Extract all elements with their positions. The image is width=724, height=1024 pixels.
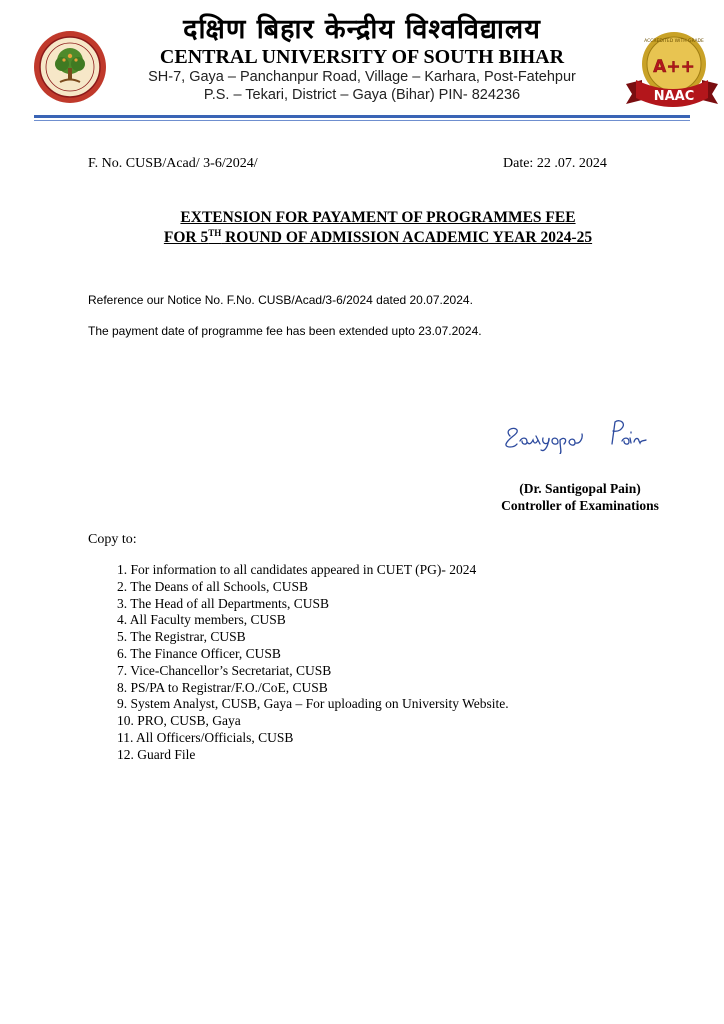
header-rule-thin <box>34 120 690 121</box>
notice-date: Date: 22 .07. 2024 <box>503 156 607 171</box>
subject-line-2-suffix: ROUND OF ADMISSION ACADEMIC YEAR 2024-25 <box>221 229 593 246</box>
address-line-1: SH-7, Gaya – Panchanpur Road, Village – Karhara, Post-Fatehpur <box>148 69 576 85</box>
copy-to-item: 2. The Deans of all Schools, CUSB <box>117 578 308 594</box>
signature <box>500 414 655 454</box>
copy-to-item: 8. PS/PA to Registrar/F.O./CoE, CUSB <box>117 679 328 695</box>
subject-line-1: EXTENSION FOR PAYAMENT OF PROGRAMMES FEE <box>180 209 576 226</box>
subject-superscript: TH <box>208 228 222 238</box>
university-seal-logo <box>33 30 107 104</box>
signatory-designation: Controller of Examinations <box>501 498 659 513</box>
file-number: F. No. CUSB/Acad/ 3-6/2024/ <box>88 156 258 171</box>
header-rule <box>34 115 690 118</box>
address-line-2: P.S. – Tekari, District – Gaya (Bihar) PIN- 824236 <box>203 87 521 103</box>
copy-to-item: 6. The Finance Officer, CUSB <box>117 645 281 661</box>
university-name-hindi: दक्षिण बिहार केन्द्रीय विश्वविद्यालय <box>183 14 541 45</box>
copy-to-item: 5. The Registrar, CUSB <box>117 629 246 645</box>
naac-label-text: NAAC <box>653 89 695 104</box>
copy-to-list <box>117 562 509 764</box>
copy-to-item: 1. For information to all candidates appeared in CUET (PG)- 2024 <box>117 562 477 577</box>
naac-grade-text: A++ <box>653 57 695 77</box>
copy-to-heading: Copy to: <box>88 532 137 547</box>
subject-line-2-prefix: FOR 5 <box>163 229 209 246</box>
copy-to-item: 12. Guard File <box>117 746 196 762</box>
copy-to-item: 10. PRO, CUSB, Gaya <box>117 713 241 729</box>
signatory-name: (Dr. Santigopal Pain) <box>519 481 641 496</box>
copy-to-item: 11. All Officers/Officials, CUSB <box>117 729 294 745</box>
copy-to-item: 3. The Head of all Departments, CUSB <box>117 595 329 611</box>
copy-to-item: 4. All Faculty members, CUSB <box>117 612 286 628</box>
naac-ribbon-text: ACCREDITED WITH GRADE <box>644 39 704 44</box>
subject-line-2 <box>88 228 668 247</box>
university-name-english: CENTRAL UNIVERSITY OF SOUTH BIHAR <box>159 46 565 68</box>
copy-to-item: 7. Vice-Chancellor’s Secretariat, CUSB <box>117 662 332 678</box>
notice-body-text: The payment date of programme fee has been extended upto 23.07.2024. <box>88 324 482 338</box>
copy-to-item: 9. System Analyst, CUSB, Gaya – For uploading on University Website. <box>117 696 509 712</box>
reference-text: Reference our Notice No. F.No. CUSB/Acad/3-6/2024 dated 20.07.2024. <box>88 293 473 307</box>
naac-badge <box>622 28 722 112</box>
